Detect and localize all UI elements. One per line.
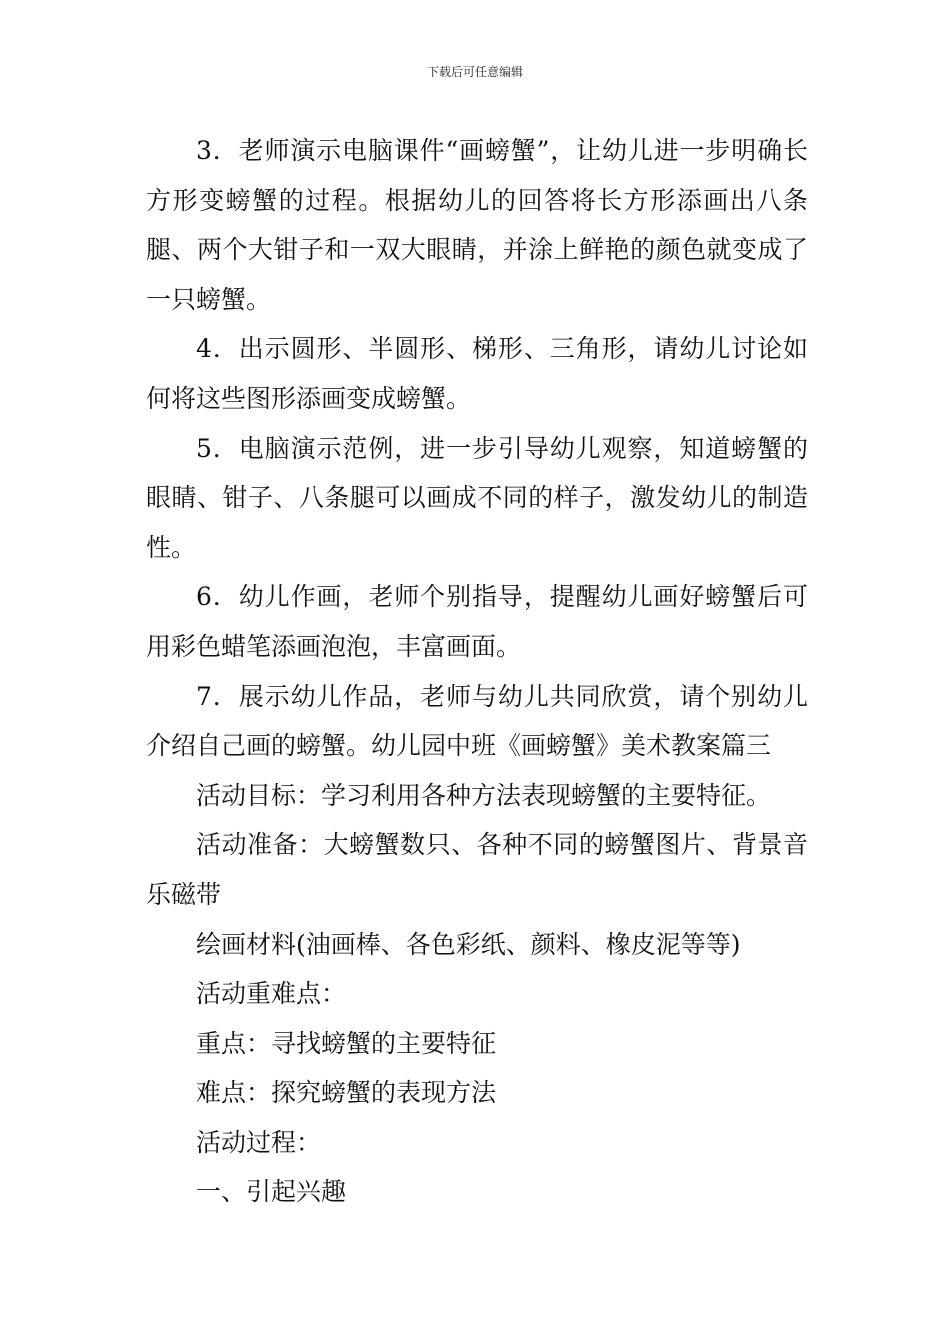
paragraph: 3．老师演示电脑课件“画螃蟹”，让幼儿进一步明确长方形变螃蟹的过程。根据幼儿的回答将长方形添画出八条腿、两个大钳子和一双大眼睛，并涂上鲜艳的颜色就变成了一只螃蟹。 [146,136,808,314]
paragraph: 6．幼儿作画，老师个别指导，提醒幼儿画好螃蟹后可用彩色蜡笔添画泡泡，丰富画面。 [146,582,808,661]
paragraph: 重点：寻找螃蟹的主要特征 [196,1028,497,1058]
page-header-note: 下载后可任意编辑 [426,65,523,79]
paragraph: 活动准备：大螃蟹数只、各种不同的螃蟹图片、背景音乐磁带 [146,830,808,909]
paragraph: 7．展示幼儿作品，老师与幼儿共同欣赏，请个别幼儿介绍自己画的螃蟹。幼儿园中班《画螃蟹》美术教案篇三 [146,681,808,761]
paragraph: 4．出示圆形、半圆形、梯形、三角形，请幼儿讨论如何将这些图形添画变成螃蟹。 [146,334,808,413]
paragraph: 绘画材料(油画棒、各色彩纸、颜料、橡皮泥等等) [196,929,741,959]
paragraph: 难点：探究螃蟹的表现方法 [196,1078,497,1108]
paragraph: 活动重难点： [196,979,347,1009]
document-body [146,126,808,1217]
paragraph: 活动目标：学习利用各种方法表现螃蟹的主要特征。 [196,780,772,810]
paragraph: 一、引起兴趣 [196,1177,347,1207]
paragraph: 5．电脑演示范例，进一步引导幼儿观察，知道螃蟹的眼睛、钳子、八条腿可以画成不同的样子，激发幼儿的制造性。 [146,433,808,562]
paragraph: 活动过程： [196,1127,322,1157]
